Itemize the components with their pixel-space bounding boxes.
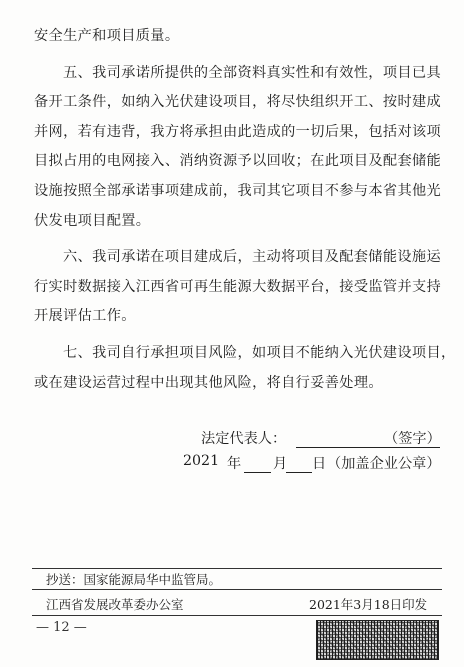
page-number: — 12 — [36, 620, 87, 635]
issuing-office: 江西省发展改革委办公室 [46, 597, 184, 612]
month-blank-line [244, 472, 271, 473]
paragraph-line: 或在建设运营过程中出现其他风险，将自行妥善处理。 [34, 374, 383, 391]
seal-note: （加盖企业公章） [327, 456, 441, 472]
paragraph-line: 备开工条件，如纳入光伏建设项目，将尽快组织开工、按时建成 [34, 94, 442, 111]
footer-middle-rule [32, 589, 442, 590]
paragraph-line: 开展评估工作。 [34, 308, 136, 325]
date-year-unit: 年 [227, 456, 242, 472]
paragraph-line: 伏发电项目配置。 [34, 212, 151, 229]
paragraph-line: 目拟占用的电网接入、消纳资源予以回收；在此项目及配套储能 [34, 153, 442, 170]
day-blank-line [286, 472, 312, 473]
paragraph-line: 行实时数据接入江西省可再生能源大数据平台，接受监管并支持 [34, 278, 442, 295]
issue-date: 2021年3月18日印发 [309, 597, 428, 612]
signature-note: （签字） [384, 431, 441, 447]
paragraph-line: 并网，若有违背，我方将承担由此造成的一切后果，包括对该项 [34, 123, 442, 140]
footer-top-rule [32, 568, 442, 569]
barcode-icon [316, 620, 439, 660]
paragraph-line: 设施按照全部承诺事项建成前，我司其它项目不参与本省其他光 [34, 182, 442, 199]
legal-representative-label: 法定代表人： [201, 431, 287, 447]
date-year: 2021 [183, 453, 220, 469]
date-day-unit: 日 [312, 456, 327, 472]
paragraph-line: 安全生产和项目质量。 [34, 28, 180, 44]
paragraph-line: 七、我司自行承担项目风险，如项目不能纳入光伏建设项目， [63, 344, 456, 361]
footer-bottom-rule [32, 615, 442, 616]
date-month-unit: 月 [273, 456, 288, 472]
paragraph-line: 五、我司承诺所提供的全部资料真实性和有效性，项目已具 [63, 64, 441, 81]
cc-recipients: 抄送：国家能源局华中监管局。 [46, 572, 222, 587]
paragraph-line: 六、我司承诺在项目建成后，主动将项目及配套储能设施运 [63, 249, 441, 266]
commitment-body [34, 22, 456, 398]
